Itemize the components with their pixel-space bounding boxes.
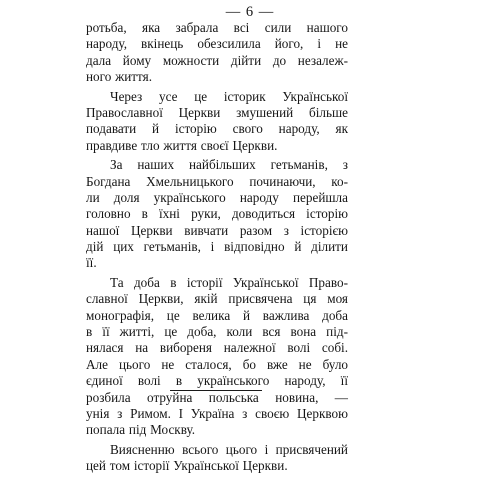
page-number: — 6 — — [225, 4, 275, 20]
text-line: дій цих гетьманів, і відповідно й ділити — [86, 239, 348, 255]
text-line: в її житті, це доба, коли вся вона під- — [86, 324, 348, 340]
text-line: Але цього не сталося, бо вже не було — [86, 356, 348, 372]
text-line: Виясненню всього цього і присвячений — [110, 441, 348, 457]
text-line: нашої Церкви вивчати разом з історією — [86, 222, 348, 238]
text-line: дала йому можности дійти до незалеж- — [86, 52, 348, 68]
text-line: її. — [86, 255, 97, 271]
paragraph-3 — [86, 157, 348, 272]
text-line: подавати й історію свого народу, як — [86, 121, 348, 137]
text-line: правдиве тло життя своєї Церкви. — [86, 137, 278, 153]
text-line: ли доля українського народу перейшла — [86, 189, 348, 205]
text-line: Через усе це історик Української — [110, 88, 348, 104]
text-line: Богдана Хмельницького починаючи, ко- — [86, 173, 348, 189]
text-line: головно в їхні руки, доводиться історію — [86, 206, 348, 222]
text-line: ного життя. — [86, 69, 153, 85]
text-line: цей том історії Української Церкви. — [86, 458, 288, 474]
text-line: попала під Москву. — [86, 422, 196, 438]
paragraph-1 — [86, 20, 348, 86]
paragraph-2 — [86, 89, 348, 155]
text-line: народу, вкінець обезсилила його, і не — [86, 36, 348, 52]
text-line: унія з Римом. І Україна з своєю Церквою — [86, 405, 348, 421]
text-line: ротьба, яка забрала всі сили нашого — [86, 20, 348, 35]
text-line: Православної Церкви змушений більше — [86, 104, 348, 120]
text-column — [86, 20, 348, 478]
text-line: славної Церкви, якій присвячена ця моя — [86, 291, 348, 307]
text-line: нялася на вибореня належної волі собі. — [86, 340, 348, 356]
text-line: розбила отруйна польська новина, — — [86, 389, 348, 405]
section-divider — [170, 390, 262, 391]
paragraph-4 — [86, 275, 348, 439]
text-line: єдиної волі в українського народу, її — [86, 373, 348, 389]
text-line: За наших найбільших гетьманів, з — [110, 157, 348, 173]
text-line: Та доба в історії Української Право- — [110, 274, 348, 290]
paragraph-5 — [86, 442, 348, 475]
text-line: монографія, це велика й важлива доба — [86, 307, 348, 323]
